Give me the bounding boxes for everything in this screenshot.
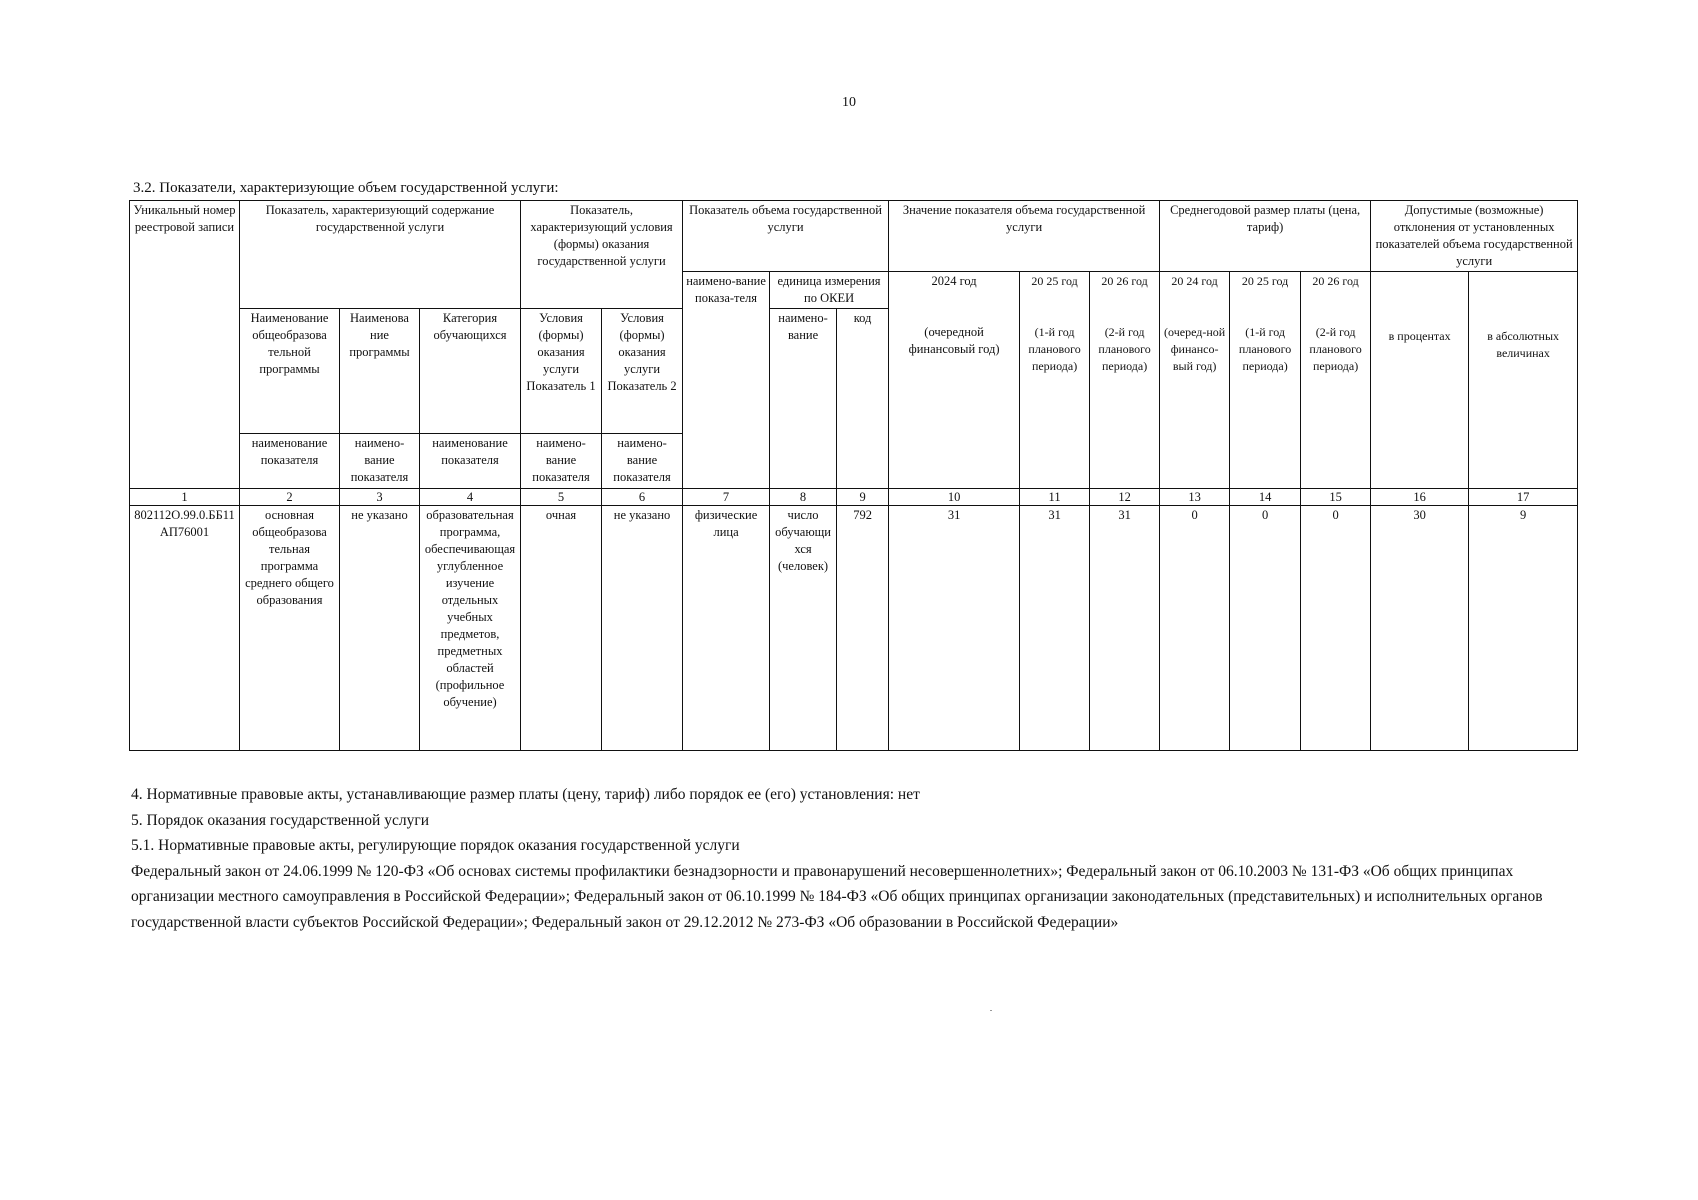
- header-price-2025: [1230, 272, 1301, 489]
- volume-indicators-table: [129, 200, 1577, 751]
- price-2026-year: 20 26 год: [1312, 274, 1359, 288]
- cell-deviation-percent: 30: [1371, 506, 1469, 751]
- header-sub-category: Категория обучающихся: [420, 309, 521, 434]
- cell-price-2025: 0: [1230, 506, 1301, 751]
- column-number-row: [130, 489, 1578, 506]
- column-number: 11: [1020, 489, 1090, 506]
- header-sub-program: Наименова ние программы: [340, 309, 420, 434]
- table-row: [130, 506, 1578, 751]
- header-value-2024: [889, 272, 1020, 489]
- header-unit-group: единица измерения по ОКЕИ: [770, 272, 889, 309]
- column-number: 1: [130, 489, 240, 506]
- price-2025-note: (1-й год планового периода): [1238, 325, 1292, 373]
- cell-program-name: основная общеобразова тельная программа среднего общего образования: [240, 506, 340, 751]
- header-value-2025: [1020, 272, 1090, 489]
- cell-unit-code: 792: [837, 506, 889, 751]
- paragraph-4: 4. Нормативные правовые акты, устанавливающие размер платы (цену, тариф) либо порядок ее (его) установления: нет: [131, 786, 920, 803]
- column-number: 16: [1371, 489, 1469, 506]
- paragraph-5: 5. Порядок оказания государственной услуги: [131, 811, 429, 829]
- cell-price-2024: 0: [1160, 506, 1230, 751]
- value-2025-year: 20 25 год: [1031, 274, 1078, 288]
- header-content-group: Показатель, характеризующий содержание государственной услуги: [240, 201, 521, 309]
- column-number: 9: [837, 489, 889, 506]
- header-row-1: [130, 201, 1578, 272]
- cell-value-2025: 31: [1020, 506, 1090, 751]
- column-number: 10: [889, 489, 1020, 506]
- cell-category: образовательная программа, обеспечивающая углубленное изучение отдельных учебных предметов, предметных областей (профильное обучение): [420, 506, 521, 751]
- column-number: 8: [770, 489, 837, 506]
- value-2026-note: (2-й год планового периода): [1098, 325, 1151, 373]
- column-number: 13: [1160, 489, 1230, 506]
- page-number: 10: [842, 95, 856, 110]
- column-number: 6: [602, 489, 683, 506]
- paragraph-5-1: 5.1. Нормативные правовые акты, регулирующие порядок оказания государственной услуги: [131, 837, 740, 854]
- column-number: 7: [683, 489, 770, 506]
- indicator-name-col6: наимено-вание показателя: [602, 434, 683, 489]
- indicator-name-col2: наименование показателя: [240, 434, 340, 489]
- cell-value-2024: 31: [889, 506, 1020, 751]
- header-volume-name: наимено-вание показа-теля: [683, 272, 770, 489]
- cell-condition-2: не указано: [602, 506, 683, 751]
- header-conditions-group: Показатель, характеризующий условия (формы) оказания государственной услуги: [521, 201, 683, 309]
- header-price-2026: [1301, 272, 1371, 489]
- column-number: 17: [1469, 489, 1578, 506]
- header-registry-number: Уникальный номер реестровой записи: [130, 201, 240, 489]
- column-number: 4: [420, 489, 521, 506]
- header-price-group: Среднегодовой размер платы (цена, тариф): [1160, 201, 1371, 272]
- header-value-group: Значение показателя объема государственной услуги: [889, 201, 1160, 272]
- cell-price-2026: 0: [1301, 506, 1371, 751]
- header-sub-condition-2: Условия (формы) оказания услуги Показатель 2: [602, 309, 683, 434]
- header-unit-name: наимено-вание: [770, 309, 837, 489]
- column-number: 14: [1230, 489, 1301, 506]
- indicator-name-col4: наименование показателя: [420, 434, 521, 489]
- text-block: [131, 782, 1571, 935]
- value-2026-year: 20 26 год: [1101, 274, 1148, 288]
- cell-deviation-absolute: 9: [1469, 506, 1578, 751]
- column-number: 2: [240, 489, 340, 506]
- volume-table-grid: [129, 200, 1578, 751]
- cell-program: не указано: [340, 506, 420, 751]
- indicator-name-col5: наимено-вание показателя: [521, 434, 602, 489]
- price-2026-note: (2-й год планового периода): [1309, 325, 1362, 373]
- cell-volume-name: физические лица: [683, 506, 770, 751]
- value-2025-note: (1-й год планового периода): [1028, 325, 1081, 373]
- column-number: 15: [1301, 489, 1371, 506]
- cell-registry-number: 802112О.99.0.ББ11АП76001: [130, 506, 240, 751]
- value-2024-year: 2024 год: [931, 274, 977, 288]
- price-2024-note: (очеред-ной финансо-вый год): [1164, 325, 1226, 373]
- cell-value-2026: 31: [1090, 506, 1160, 751]
- price-2024-year: 20 24 год: [1171, 274, 1218, 288]
- cell-condition-1: очная: [521, 506, 602, 751]
- header-sub-program-name: Наименование общеобразова тельной программы: [240, 309, 340, 434]
- column-number: 3: [340, 489, 420, 506]
- scan-speck: [990, 1010, 992, 1011]
- header-value-2026: [1090, 272, 1160, 489]
- header-deviation-absolute: в абсолютных величинах: [1469, 272, 1578, 489]
- header-deviation-percent: в процентах: [1371, 272, 1469, 489]
- header-sub-condition-1: Условия (формы) оказания услуги Показатель 1: [521, 309, 602, 434]
- column-number: 12: [1090, 489, 1160, 506]
- cell-unit-name: число обучающихся (человек): [770, 506, 837, 751]
- column-number: 5: [521, 489, 602, 506]
- laws-paragraph: Федеральный закон от 24.06.1999 № 120-ФЗ «Об основах системы профилактики безнадзорности и правонарушений несовершеннолетних»; Федеральный закон от 06.10.2003 № 131-ФЗ «Об общих принципах организации местного самоуправления в Российской Федерации»; Федеральный закон от 06.10.1999 № 184-ФЗ «Об общих принципах организации законодательных (представительных) и исполнительных органов государственной власти субъектов Российской Федерации»; Федеральный закон от 29.12.2012 № 273-ФЗ «Об образовании в Российской Федерации»: [131, 862, 1543, 931]
- price-2025-year: 20 25 год: [1241, 274, 1289, 288]
- header-deviation-group: Допустимые (возможные) отклонения от установленных показателей объема государственной услуги: [1371, 201, 1578, 272]
- value-2024-note: (очередной финансовый год): [908, 325, 1000, 356]
- indicator-name-col3: наимено-вание показателя: [340, 434, 420, 489]
- header-price-2024: [1160, 272, 1230, 489]
- header-volume-group: Показатель объема государственной услуги: [683, 201, 889, 272]
- header-unit-code: код: [837, 309, 889, 489]
- section-title: 3.2. Показатели, характеризующие объем государственной услуги:: [133, 180, 559, 196]
